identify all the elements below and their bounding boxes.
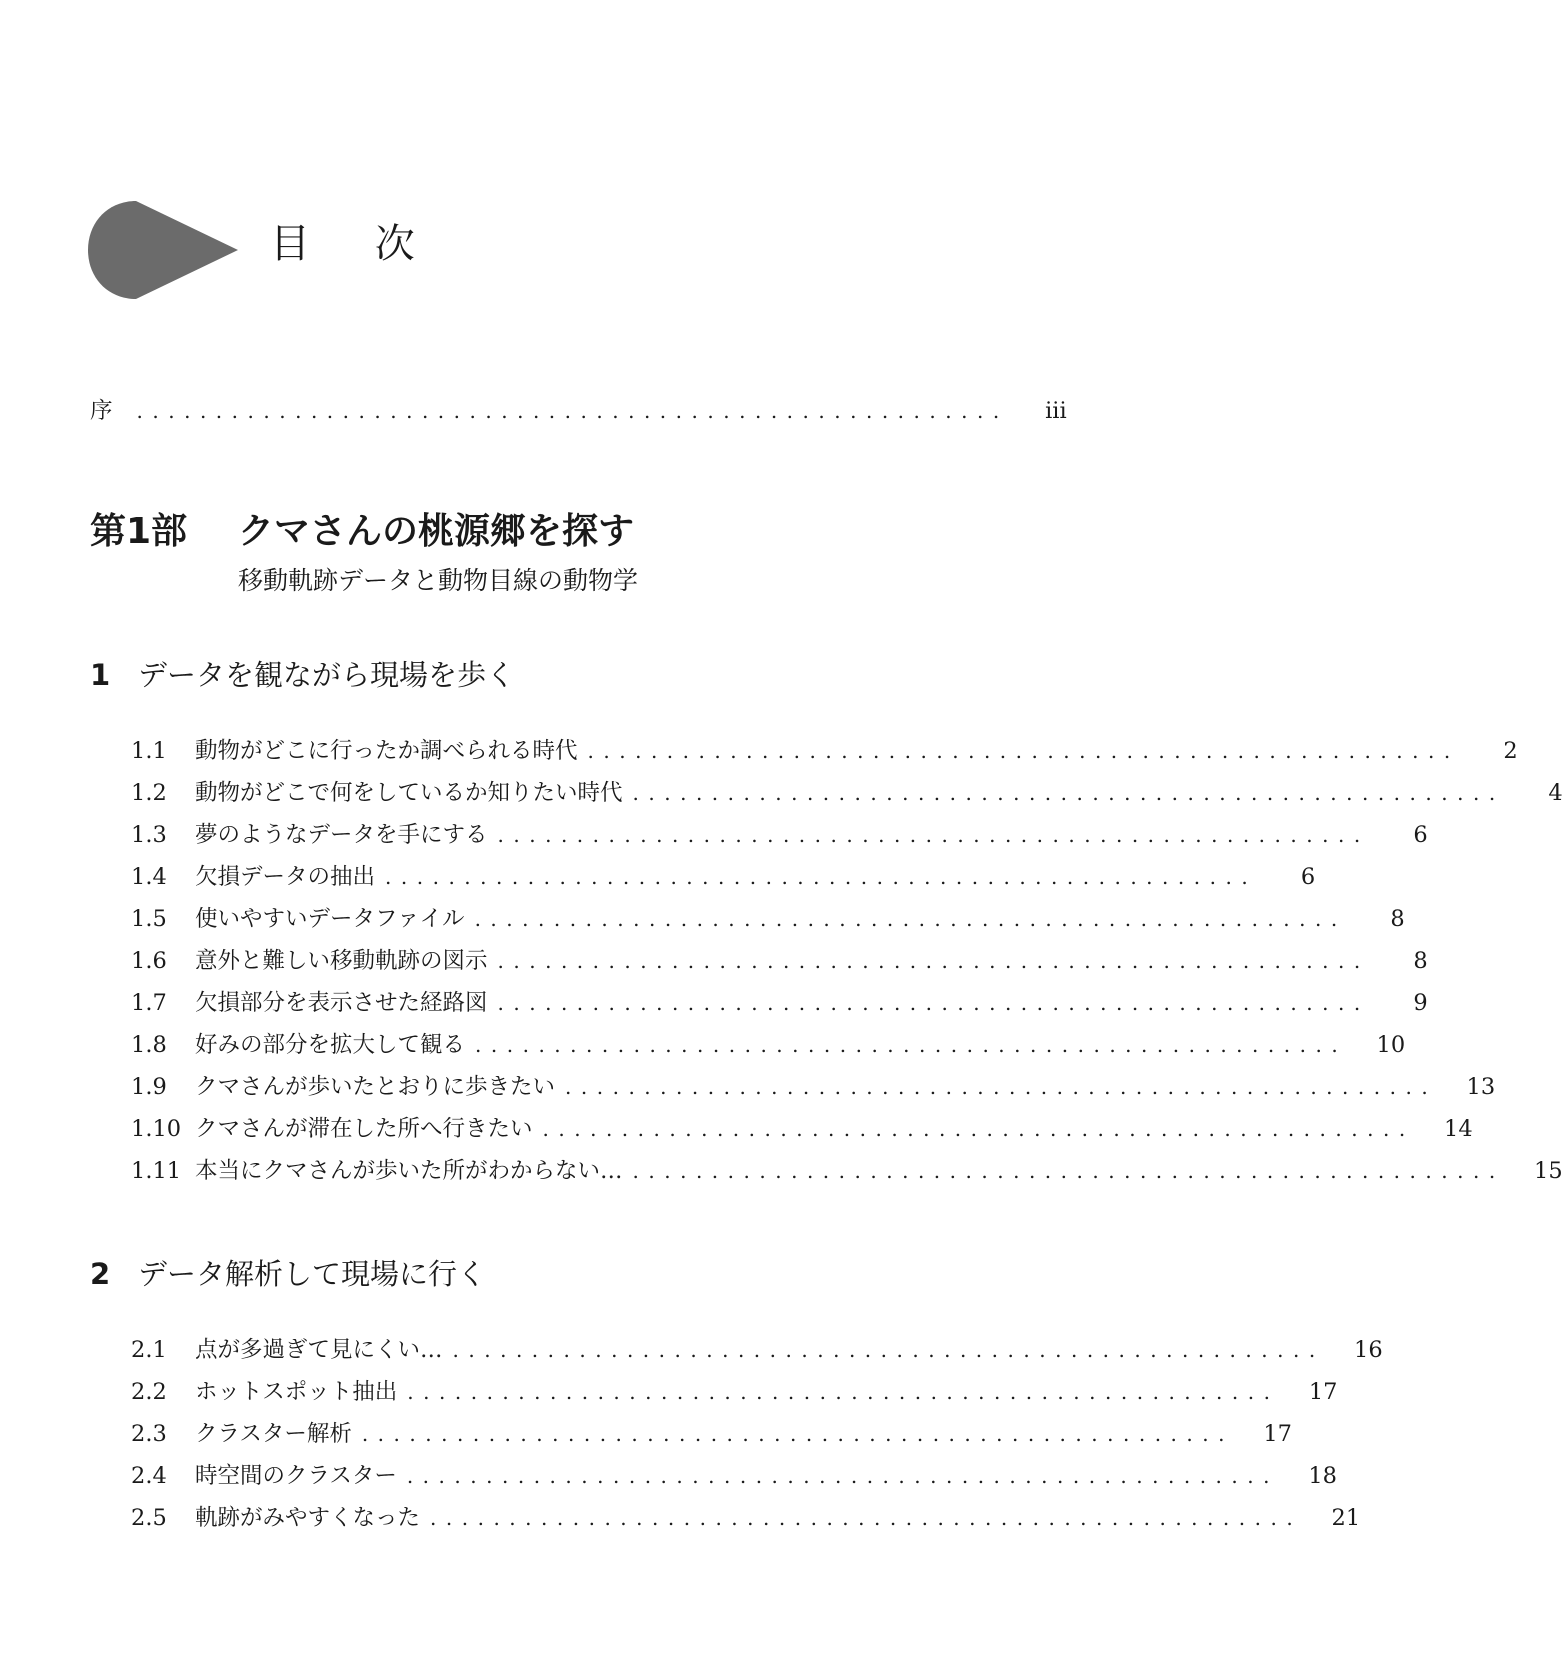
part-number: 第1部 — [90, 511, 188, 552]
section-number: 1.4 — [131, 864, 167, 890]
section-title: 動物がどこに行ったか調べられる時代 — [195, 738, 578, 764]
toc-entry[interactable] — [131, 1419, 1292, 1449]
section-title: 欠損部分を表示させた経路図 — [195, 990, 488, 1016]
toc-entry[interactable] — [131, 946, 1428, 976]
page-number: 17 — [1308, 1379, 1338, 1405]
section-number: 1.7 — [131, 990, 167, 1016]
page-number: 16 — [1354, 1337, 1383, 1363]
page-number: 6 — [1413, 822, 1428, 848]
section-number: 1.5 — [131, 906, 167, 932]
section-title: クマさんが歩いたとおりに歩きたい — [195, 1074, 556, 1100]
page-number: 4 — [1548, 780, 1563, 806]
dot-leader: ....................................................... — [385, 865, 1258, 889]
page-number: 6 — [1300, 864, 1316, 890]
section-title: 欠損データの抽出 — [195, 864, 376, 890]
toc-entry[interactable] — [131, 736, 1518, 766]
dot-leader: ....................................................... — [475, 1033, 1348, 1057]
section-number: 2.3 — [131, 1421, 167, 1447]
toc-entry[interactable] — [131, 1461, 1337, 1491]
preface-label: 序 — [90, 398, 113, 424]
dot-leader: ....................................................... — [632, 1159, 1505, 1183]
section-title: 好みの部分を拡大して観る — [195, 1032, 466, 1058]
toc-entry[interactable] — [131, 862, 1316, 892]
toc-entry[interactable] — [131, 820, 1428, 850]
section-title: クラスター解析 — [195, 1421, 352, 1447]
section-number: 1.8 — [131, 1032, 167, 1058]
page-number: 15 — [1534, 1158, 1563, 1184]
section-title: クマさんが滞在した所へ行きたい — [195, 1116, 533, 1142]
toc-entry[interactable] — [131, 904, 1405, 934]
page-number: 14 — [1444, 1116, 1473, 1142]
section-number: 1.11 — [131, 1158, 182, 1184]
page-number: 10 — [1376, 1032, 1406, 1058]
teardrop-marker-icon — [88, 198, 258, 302]
section-title: ホットスポット抽出 — [195, 1379, 398, 1405]
section-title: 軌跡がみやすくなった — [195, 1505, 421, 1531]
dot-leader: ....................................................... — [407, 1380, 1280, 1404]
toc-entry[interactable] — [131, 1503, 1361, 1533]
toc-entry[interactable] — [131, 1072, 1496, 1102]
chapter-heading[interactable] — [90, 656, 515, 694]
part-heading — [90, 510, 634, 554]
section-title: 時空間のクラスター — [195, 1463, 397, 1489]
page-number: 17 — [1263, 1421, 1292, 1447]
chapter-title: データ解析して現場に行く — [138, 1257, 487, 1291]
toc-entry[interactable] — [131, 1156, 1563, 1186]
section-title: 本当にクマさんが歩いた所がわからない… — [195, 1158, 623, 1184]
page-number: 9 — [1413, 990, 1428, 1016]
dot-leader: ....................................................... — [587, 739, 1460, 763]
section-number: 2.1 — [131, 1337, 167, 1363]
toc-entry[interactable] — [131, 778, 1563, 808]
chapter-heading[interactable] — [90, 1255, 486, 1293]
section-title: 夢のようなデータを手にする — [195, 822, 488, 848]
section-number: 2.5 — [131, 1505, 167, 1531]
section-number: 2.2 — [131, 1379, 167, 1405]
part-subtitle: 移動軌跡データと動物目線の動物学 — [238, 566, 639, 595]
section-title: 使いやすいデータファイル — [195, 906, 465, 932]
section-number: 1.9 — [131, 1074, 167, 1100]
page-title: 目 次 — [270, 221, 441, 267]
dot-leader: ....................................................... — [136, 399, 1009, 423]
dot-leader: ....................................................... — [497, 823, 1370, 847]
section-title: 動物がどこで何をしているか知りたい時代 — [195, 780, 623, 806]
toc-entry[interactable] — [131, 988, 1428, 1018]
chapter-number: 2 — [90, 1257, 111, 1291]
dot-leader: ....................................................... — [497, 991, 1370, 1015]
section-number: 1.2 — [131, 780, 167, 806]
preface-page: iii — [1045, 398, 1067, 424]
chapter-number: 1 — [90, 658, 111, 692]
chapter-title: データを観ながら現場を歩く — [138, 658, 516, 692]
preface-entry[interactable] — [90, 396, 1067, 426]
section-title: 点が多過ぎて見にくい… — [195, 1337, 443, 1363]
toc-entry[interactable] — [131, 1114, 1473, 1144]
section-number: 2.4 — [131, 1463, 167, 1489]
toc-entry[interactable] — [131, 1335, 1383, 1365]
dot-leader: ....................................................... — [474, 907, 1347, 931]
page-number: 21 — [1331, 1505, 1361, 1531]
dot-leader: ....................................................... — [632, 781, 1505, 805]
page-number: 18 — [1308, 1463, 1337, 1489]
page-number: 8 — [1390, 906, 1405, 932]
dot-leader: ....................................................... — [565, 1075, 1438, 1099]
toc-entry[interactable] — [131, 1377, 1338, 1407]
section-number: 1.6 — [131, 948, 167, 974]
part-title: クマさんの桃源郷を探す — [238, 511, 635, 552]
toc-header — [88, 198, 688, 302]
chapter-2-section-list — [131, 1335, 1383, 1545]
toc-entry[interactable] — [131, 1030, 1406, 1060]
page-number: 13 — [1466, 1074, 1496, 1100]
dot-leader: ....................................................... — [452, 1338, 1325, 1362]
section-number: 1.10 — [131, 1116, 182, 1142]
section-number: 1.1 — [131, 738, 167, 764]
dot-leader: ....................................................... — [361, 1422, 1234, 1446]
dot-leader: ....................................................... — [497, 949, 1370, 973]
dot-leader: ....................................................... — [406, 1464, 1279, 1488]
dot-leader: ....................................................... — [430, 1506, 1303, 1530]
page-number: 2 — [1503, 738, 1518, 764]
page-number: 8 — [1413, 948, 1428, 974]
dot-leader: ....................................................... — [542, 1117, 1415, 1141]
section-number: 1.3 — [131, 822, 167, 848]
chapter-1-section-list — [131, 736, 1563, 1198]
section-title: 意外と難しい移動軌跡の図示 — [195, 948, 488, 974]
